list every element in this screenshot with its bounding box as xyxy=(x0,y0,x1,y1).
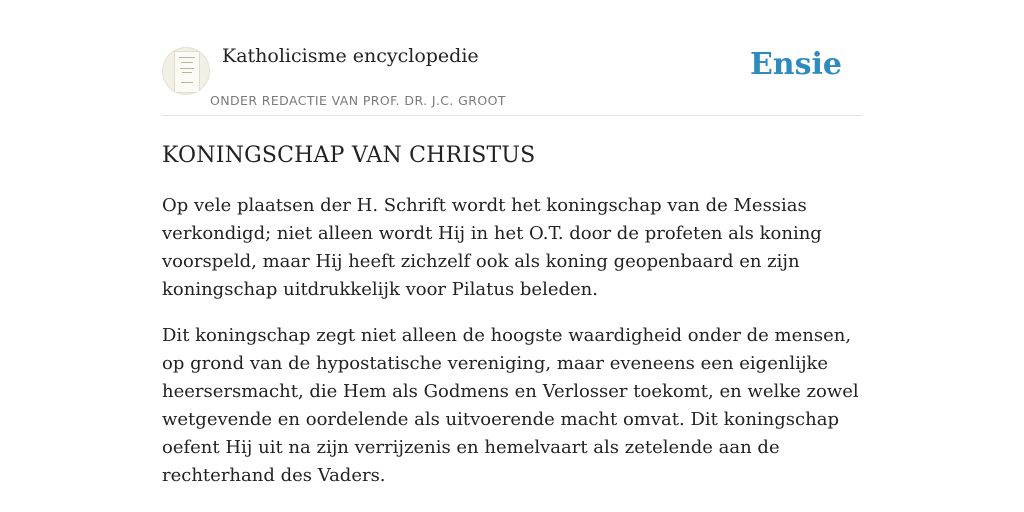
book-header xyxy=(162,0,862,116)
entry-paragraph: Dit koningschap zegt niet alleen de hoogste waardigheid onder de mensen, op grond van de hypostatische vereniging, maar eveneens een eigenlijke heersersmacht, die Hem als Godmens en Verlosser toekomt, en welke zowel wetgevende en oordelende als uitvoerende macht omvat. Dit koningschap oefent Hij uit na zijn verrijzenis en hemelvaart als zetelende aan de rechterhand des Vaders. xyxy=(162,325,859,486)
cover-line xyxy=(180,68,194,69)
book-subtitle: ONDER REDACTIE VAN PROF. DR. J.C. GROOT xyxy=(210,93,506,108)
book-cover-page xyxy=(174,51,200,93)
cover-line xyxy=(179,57,195,58)
entry-title: KONINGSCHAP VAN CHRISTUS xyxy=(162,143,536,168)
book-title[interactable]: Katholicisme encyclopedie xyxy=(222,45,479,67)
cover-line xyxy=(181,82,193,83)
entry-paragraph: Op vele plaatsen der H. Schrift wordt het koningschap van de Messias verkondigd; niet alleen wordt Hij in het O.T. door de profeten als koning voorspeld, maar Hij heeft zichzelf ook als koning geopenbaard en zijn koningschap uitdrukkelijk voor Pilatus beleden. xyxy=(162,195,822,300)
book-cover-icon[interactable] xyxy=(162,47,210,95)
cover-line xyxy=(182,72,192,73)
brand-logo-link[interactable]: Ensie xyxy=(749,47,842,82)
cover-line xyxy=(181,62,193,63)
page-container xyxy=(162,0,862,490)
